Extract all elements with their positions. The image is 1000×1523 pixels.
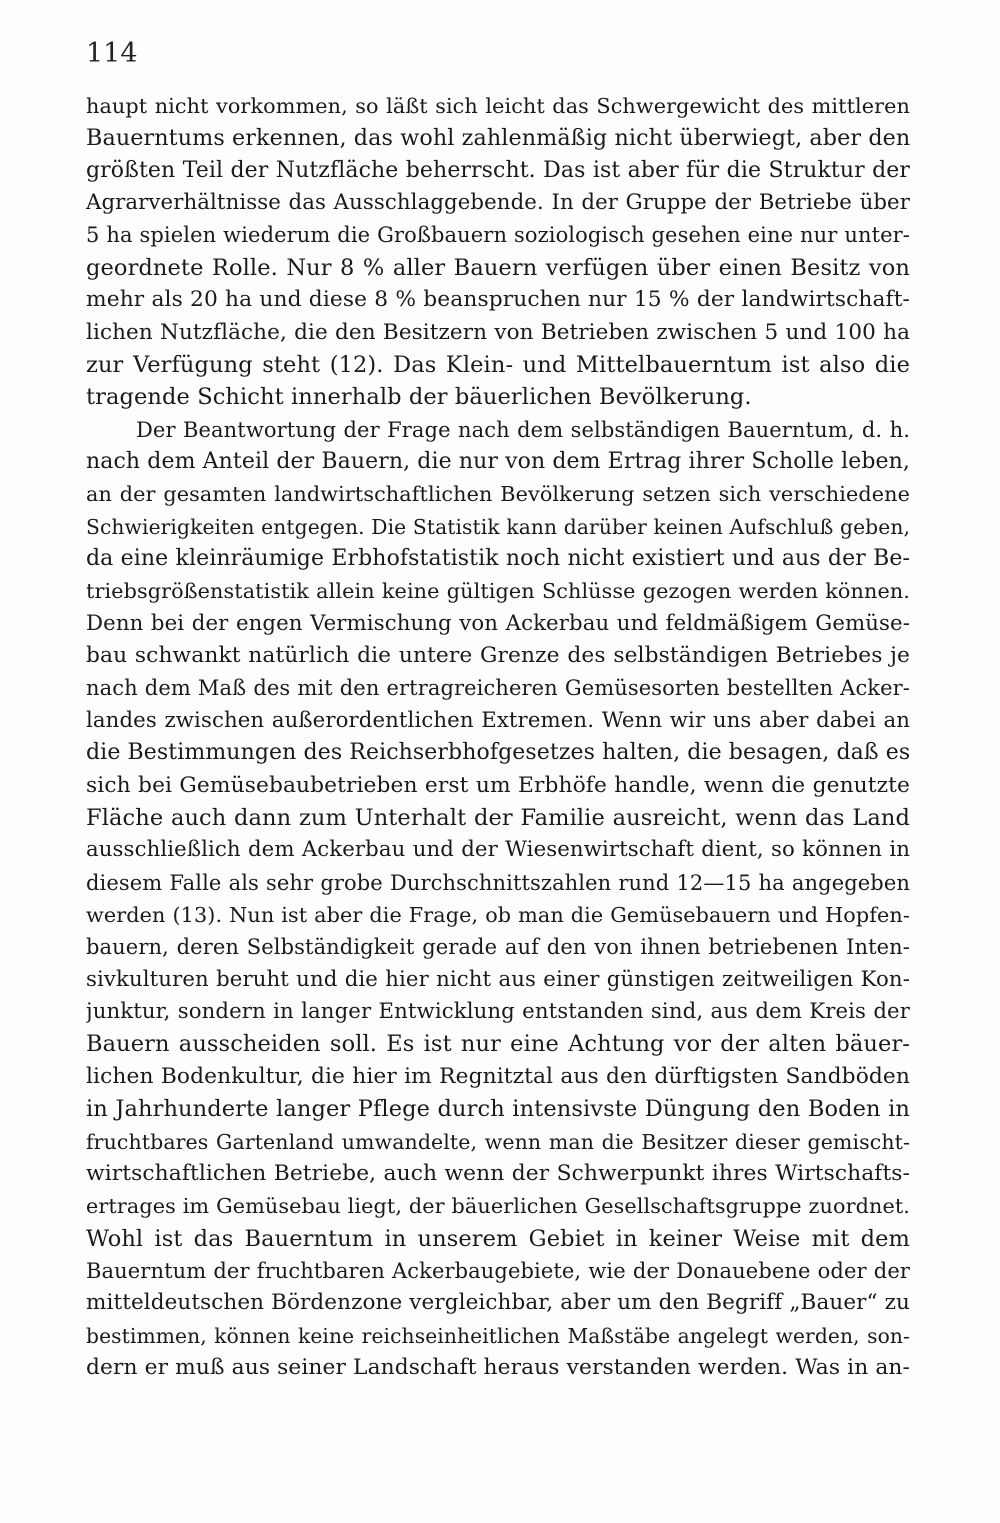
text-line: fruchtbares Gartenland umwandelte, wenn man die Besitzer dieser gemischt- bbox=[86, 1129, 910, 1154]
text-line: landes zwischen außerordentlichen Extremen. Wenn wir uns aber dabei an bbox=[86, 707, 910, 733]
text-line: Agrarverhältnisse das Ausschlaggebende. In der Gruppe der Betriebe über bbox=[86, 190, 910, 216]
text-line: bauern, deren Selbständigkeit gerade auf den von ihnen betriebenen Inten- bbox=[86, 935, 910, 960]
text-line: Bauern ausscheiden soll. Es ist nur eine Achtung vor der alten bäuer- bbox=[86, 1031, 910, 1058]
text-line: größten Teil der Nutzfläche beherrscht. Das ist aber für die Struktur der bbox=[86, 157, 910, 183]
text-line: junktur, sondern in langer Entwicklung entstanden sind, aus dem Kreis der bbox=[86, 999, 910, 1025]
text-line: mehr als 20 ha und diese 8 % beanspruchen nur 15 % der landwirtschaft- bbox=[86, 287, 910, 313]
text-line: nach dem Maß des mit den ertragreicheren Gemüsesorten bestellten Acker- bbox=[86, 676, 910, 701]
text-line: dern er muß aus seiner Landschaft heraus verstanden werden. Was in an- bbox=[86, 1355, 910, 1381]
text-line: Schwierigkeiten entgegen. Die Statistik kann darüber keinen Aufschluß geben, bbox=[86, 514, 910, 539]
text-line: ausschließlich dem Ackerbau und der Wiesenwirtschaft dient, so können in bbox=[86, 837, 910, 863]
text-line: 5 ha spielen wiederum die Großbauern soziologisch gesehen eine nur unter- bbox=[86, 223, 910, 248]
text-line: Wohl ist das Bauerntum in unserem Gebiet in keiner Weise mit dem bbox=[86, 1225, 910, 1252]
text-line: sivkulturen beruht und die hier nicht aus einer günstigen zeitweiligen Kon- bbox=[86, 966, 910, 992]
text-line: die Bestimmungen des Reichserbhofgesetzes halten, die besagen, daß es bbox=[86, 740, 910, 766]
text-line: geordnete Rolle. Nur 8 % aller Bauern verfügen über einen Besitz von bbox=[86, 254, 910, 281]
text-line: triebsgrößenstatistik allein keine gültigen Schlüsse gezogen werden können. bbox=[86, 579, 910, 604]
text-line: werden (13). Nun ist aber die Frage, ob man die Gemüsebauern und Hopfen- bbox=[86, 902, 910, 927]
text-line: in Jahrhunderte langer Pflege durch intensivste Düngung den Boden in bbox=[86, 1096, 910, 1123]
text-line: da eine kleinräumige Erbhofstatistik noch nicht existiert und aus der Be- bbox=[86, 546, 910, 572]
text-line: ertrages im Gemüsebau liegt, der bäuerlichen Gesellschaftsgruppe zuordnet. bbox=[86, 1194, 910, 1219]
text-line: bestimmen, können keine reichseinheitlichen Maßstäbe angelegt werden, son- bbox=[86, 1323, 910, 1348]
text-line: Fläche auch dann zum Unterhalt der Familie ausreicht, wenn das Land bbox=[86, 804, 910, 831]
text-line: wirtschaftlichen Betriebe, auch wenn der Schwerpunkt ihres Wirtschafts- bbox=[86, 1160, 910, 1186]
text-line: lichen Nutzfläche, die den Besitzern von Betrieben zwischen 5 und 100 ha bbox=[86, 319, 910, 345]
text-line: diesem Falle als sehr grobe Durchschnittszahlen rund 12—15 ha angegeben bbox=[86, 870, 910, 895]
text-line: zur Verfügung steht (12). Das Klein- und Mittelbauerntum ist also die bbox=[86, 351, 910, 378]
text-line: tragende Schicht innerhalb der bäuerlichen Bevölkerung. bbox=[86, 384, 752, 411]
text-line: Bauerntums erkennen, das wohl zahlenmäßig nicht überwiegt, aber den bbox=[86, 125, 910, 152]
text-line: lichen Bodenkultur, die hier im Regnitztal aus den dürftigsten Sandböden bbox=[86, 1063, 910, 1089]
text-line: haupt nicht vorkommen, so läßt sich leicht das Schwergewicht des mittleren bbox=[86, 94, 910, 118]
text-line: Denn bei der engen Vermischung von Ackerbau und feldmäßigem Gemüse- bbox=[86, 610, 910, 636]
page-number: 114 bbox=[86, 38, 138, 69]
text-line: Der Beantwortung der Frage nach dem selbständigen Bauerntum, d. h. bbox=[136, 417, 910, 442]
text-line: bau schwankt natürlich die untere Grenze des selbständigen Betriebes je bbox=[86, 643, 910, 669]
text-line: an der gesamten landwirtschaftlichen Bevölkerung setzen sich verschiedene bbox=[86, 482, 910, 507]
text-line: Bauerntum der fruchtbaren Ackerbaugebiete, wie der Donauebene oder der bbox=[86, 1258, 910, 1283]
text-line: mitteldeutschen Bördenzone vergleichbar, aber um den Begriff „Bauer“ zu bbox=[86, 1290, 910, 1316]
text-line: sich bei Gemüsebaubetrieben erst um Erbhöfe handle, wenn die genutzte bbox=[86, 772, 910, 798]
body-text bbox=[86, 90, 910, 1384]
text-line: nach dem Anteil der Bauern, die nur von dem Ertrag ihrer Scholle leben, bbox=[86, 448, 910, 474]
